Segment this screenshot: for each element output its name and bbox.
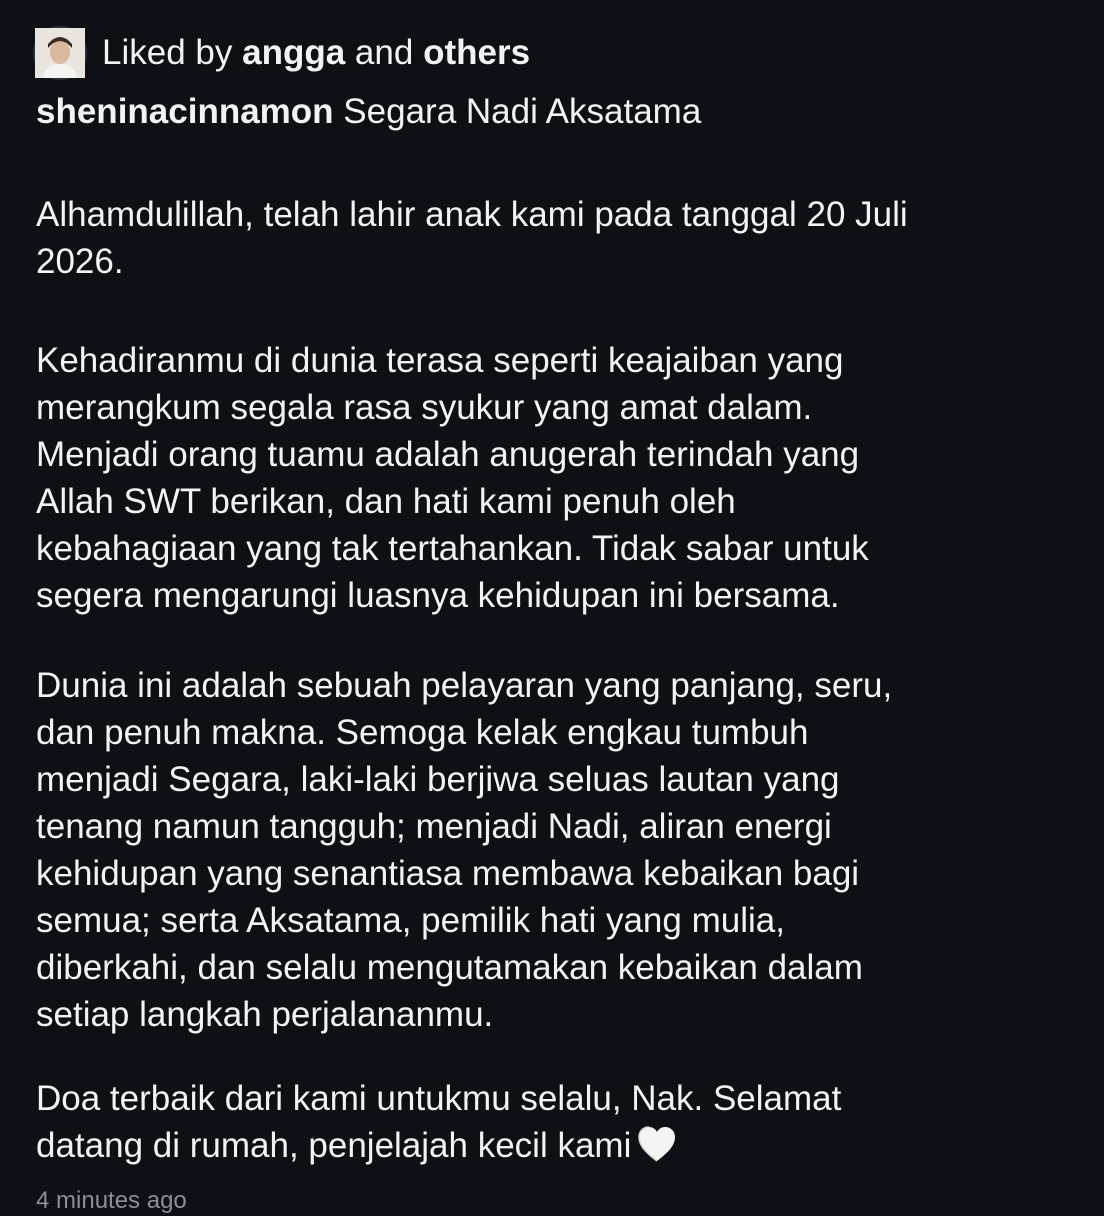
white-heart-icon — [637, 1125, 677, 1175]
liked-by-conjunction: and — [354, 33, 414, 72]
caption-title: Segara Nadi Aksatama — [343, 92, 702, 131]
liked-by-row[interactable] — [33, 25, 530, 81]
avatar-image — [35, 28, 85, 78]
caption-paragraph-3: Dunia ini adalah sebuah pelayaran yang panjang, seru, dan penuh makna. Semoga kelak engkau tumbuh menjadi Segara, laki-laki berjiwa seluas lautan yang tenang namun tangguh; menjadi Nadi, aliran energi kehidupan yang senantiasa membawa kebaikan bagi semua; serta Aksatama, pemilik hati yang mulia, diberkahi, dan selalu mengutamakan kebaikan dalam setiap langkah perjalananmu. — [36, 666, 893, 1034]
caption-paragraph-4-text: Doa terbaik dari kami untukmu selalu, Nak. Selamat datang di rumah, penjelajah kecil kami — [36, 1079, 842, 1165]
liked-by-prefix: Liked by — [102, 33, 233, 72]
others-link[interactable]: others — [423, 33, 531, 72]
post-timestamp: 4 minutes ago — [36, 1187, 187, 1214]
post-username[interactable]: sheninacinnamon — [36, 92, 334, 131]
caption-paragraph-1: Alhamdulillah, telah lahir anak kami pada tanggal 20 Juli 2026. — [36, 195, 908, 281]
caption-paragraph-4 — [36, 1075, 1076, 1175]
caption-header — [36, 88, 1076, 135]
liked-by-text — [102, 31, 530, 75]
liker-username[interactable]: angga — [242, 33, 346, 72]
caption-paragraph-2: Kehadiranmu di dunia terasa seperti keajaiban yang merangkum segala rasa syukur yang amat dalam. Menjadi orang tuamu adalah anugerah terindah yang Allah SWT berikan, dan hati kami penuh oleh kebahagiaan yang tak tertahankan. Tidak sabar untuk segera mengarungi luasnya kehidupan ini bersama. — [36, 341, 869, 615]
liker-avatar[interactable] — [33, 26, 87, 80]
